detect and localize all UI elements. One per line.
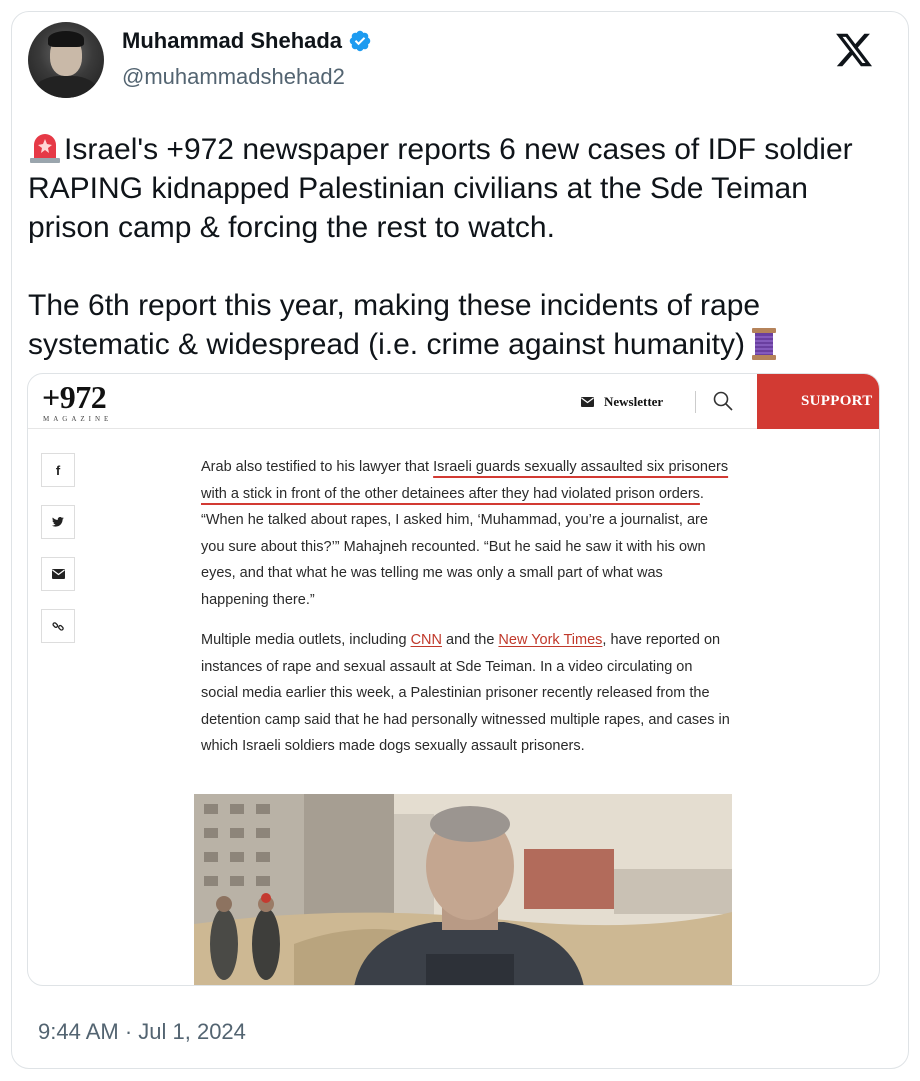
thread-spool-emoji-icon: [749, 328, 779, 360]
article-header: [28, 374, 880, 429]
article-video-thumbnail[interactable]: [194, 794, 732, 986]
article-screenshot[interactable]: [27, 373, 880, 986]
handle[interactable]: @muhammadshehad2: [122, 64, 345, 89]
newsletter-label: Newsletter: [604, 394, 664, 409]
tweet-timestamp[interactable]: 9:44 AM · Jul 1, 2024: [38, 1019, 246, 1044]
tweet-text: [28, 130, 878, 364]
support-button[interactable]: SUPPORT: [757, 374, 880, 429]
newsletter-link[interactable]: [581, 394, 663, 410]
new-york-times-link[interactable]: New York Times: [498, 632, 603, 648]
link-icon: [52, 620, 65, 633]
avatar[interactable]: [28, 22, 104, 98]
header-divider: [695, 391, 696, 413]
envelope-icon: [581, 397, 594, 407]
video-still-image: [194, 794, 732, 986]
search-icon[interactable]: [712, 390, 734, 412]
verified-badge-icon: [348, 29, 372, 53]
twitter-icon: [52, 517, 64, 527]
siren-emoji-icon: [28, 133, 62, 163]
x-logo-icon[interactable]: [834, 30, 874, 70]
magazine-logo[interactable]: +972: [42, 379, 107, 415]
author-name-row: [122, 28, 372, 54]
article-body: [201, 454, 731, 774]
cnn-link[interactable]: CNN: [410, 632, 442, 648]
highlighted-quote: Israeli guards sexually assaulted six prisoners with a stick in front of the other detainees after they had violated prison orders: [201, 459, 729, 502]
facebook-share-button[interactable]: [41, 453, 75, 487]
email-icon: [52, 569, 65, 579]
article-paragraph-2: Multiple media outlets, including CNN and the New York Times, have reported on instances of rape and sexual assault at Sde Teiman. In a video circulating on social media earlier this week, a Palestinian prisoner recently released from the detention camp said that he had personally witnessed multiple rapes, and cases in which Israeli soldiers made dogs sexually assault prisoners.: [201, 632, 730, 754]
article-paragraph-1: Arab also testified to his lawyer that Israeli guards sexually assaulted six prisoners with a stick in front of the other detainees after they had violated prison orders. “When he talked about rapes, I asked him, ‘Muhammad, you’re a journalist, are you sure about this?’” Mahajneh recounted. “But he said he saw it with his own eyes, and that what he was telling me was only a small part of what was happening there.”: [201, 459, 729, 608]
copy-link-button[interactable]: [41, 609, 75, 643]
twitter-share-button[interactable]: [41, 505, 75, 539]
magazine-logo-subtitle: MAGAZINE: [43, 415, 113, 423]
tweet-text-paragraph-1: Israel's +972 newspaper reports 6 new cases of IDF soldier RAPING kidnapped Palestinian civilians at the Sde Teiman prison camp & forcing the rest to watch.: [28, 133, 861, 244]
email-share-button[interactable]: [41, 557, 75, 591]
display-name[interactable]: Muhammad Shehada: [122, 28, 343, 53]
facebook-icon: f: [55, 462, 61, 478]
tweet-text-paragraph-2: The 6th report this year, making these incidents of rape systematic & widespread (i.e. crime against humanity): [28, 289, 769, 361]
